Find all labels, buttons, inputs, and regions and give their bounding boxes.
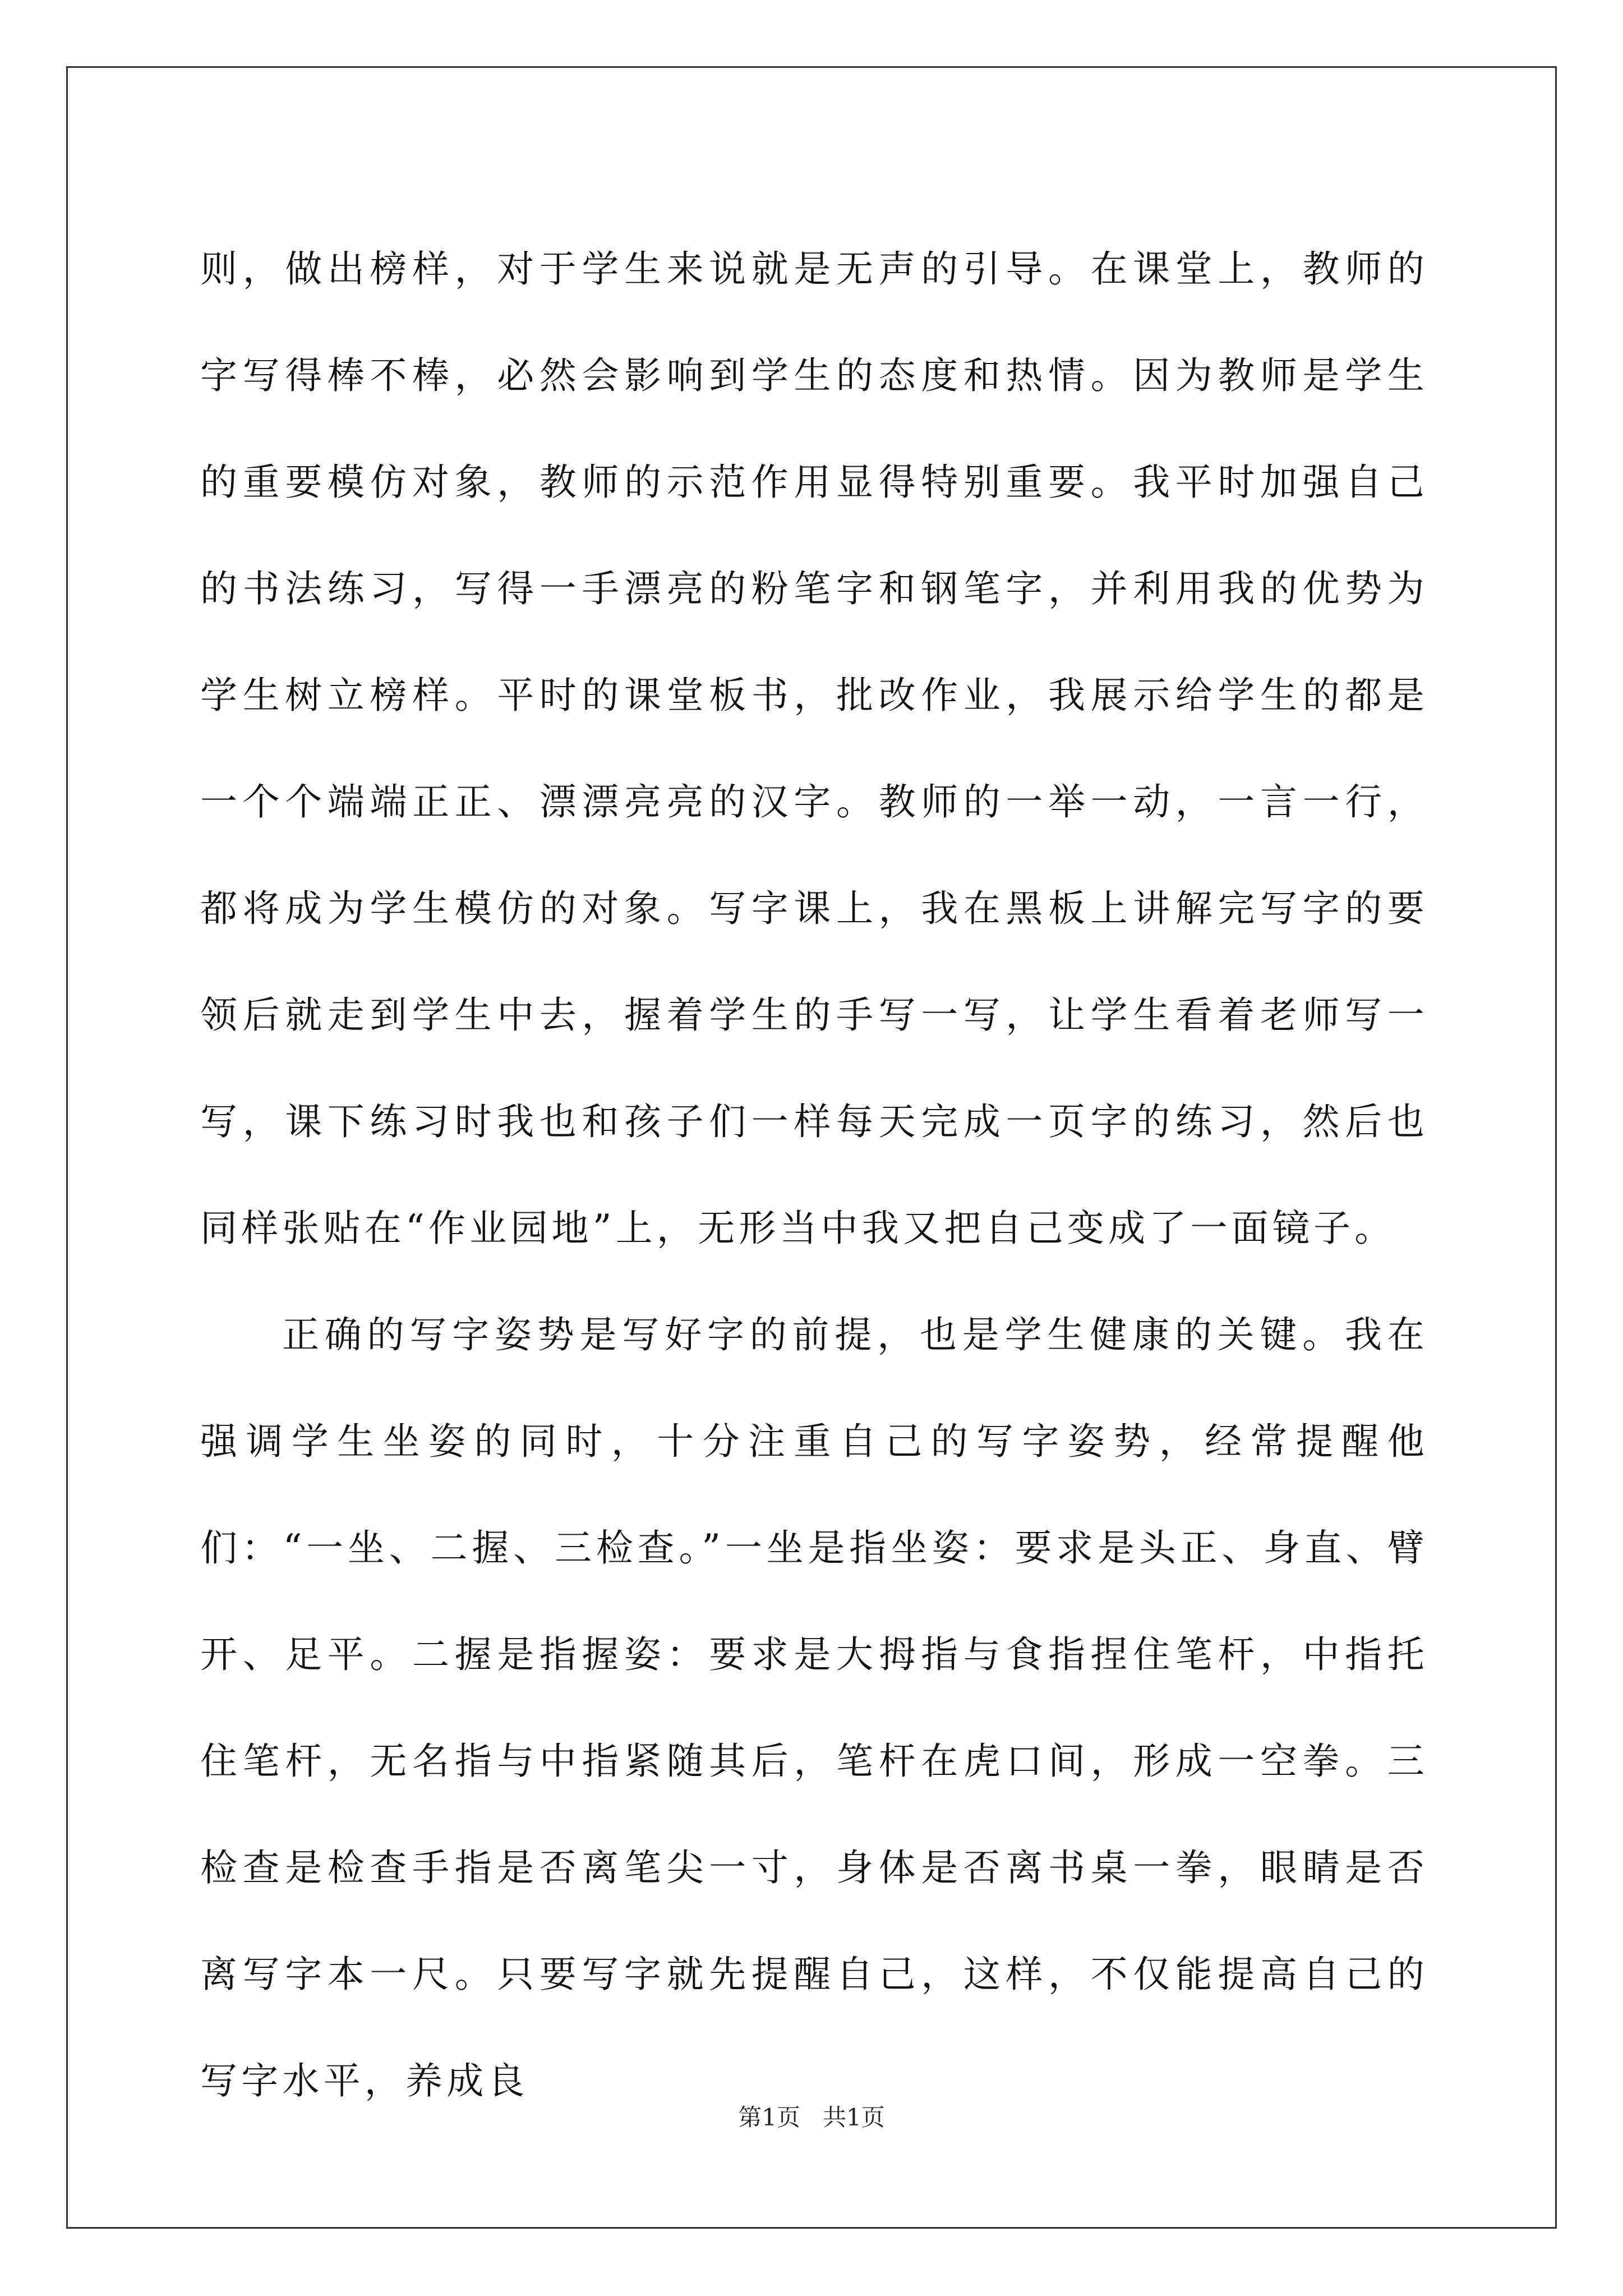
paragraph-2: 正确的写字姿势是写好字的前提，也是学生健康的关键。我在强调学生坐姿的同时，十分注重自己的写字姿势，经常提醒他们：“一坐、二握、三检查。”一坐是指坐姿：要求是头正、身直、臂开、足平。二握是指握姿：要求是大拇指与食指捏住笔杆，中指托住笔杆，无名指与中指紧随其后，笔杆在虎口间，形成一空拳。三检查是检查手指是否离笔尖一寸，身体是否离书桌一拳，眼睛是否离写字本一尺。只要写字就先提醒自己，这样，不仅能提高自己的写字水平，养成良 bbox=[200, 1313, 1428, 2102]
paragraph-1: 则，做出榜样，对于学生来说就是无声的引导。在课堂上，教师的字写得棒不棒，必然会影响到学生的态度和热情。因为教师是学生的重要模仿对象，教师的示范作用显得特别重要。我平时加强自己的书法练习，写得一手漂亮的粉笔字和钢笔字，并利用我的优势为学生树立榜样。平时的课堂板书，批改作业，我展示给学生的都是一个个端端正正、漂漂亮亮的汉字。教师的一举一动，一言一行，都将成为学生模仿的对象。写字课上，我在黑板上讲解完写字的要领后就走到学生中去，握着学生的手写一写，让学生看着老师写一写，课下练习时我也和孩子们一样每天完成一页字的练习，然后也同样张贴在“作业园地”上，无形当中我又把自己变成了一面镜子。 bbox=[200, 247, 1428, 1250]
page-number-footer: 第1页 共1页 bbox=[738, 2104, 885, 2131]
document-body bbox=[200, 216, 1428, 2134]
